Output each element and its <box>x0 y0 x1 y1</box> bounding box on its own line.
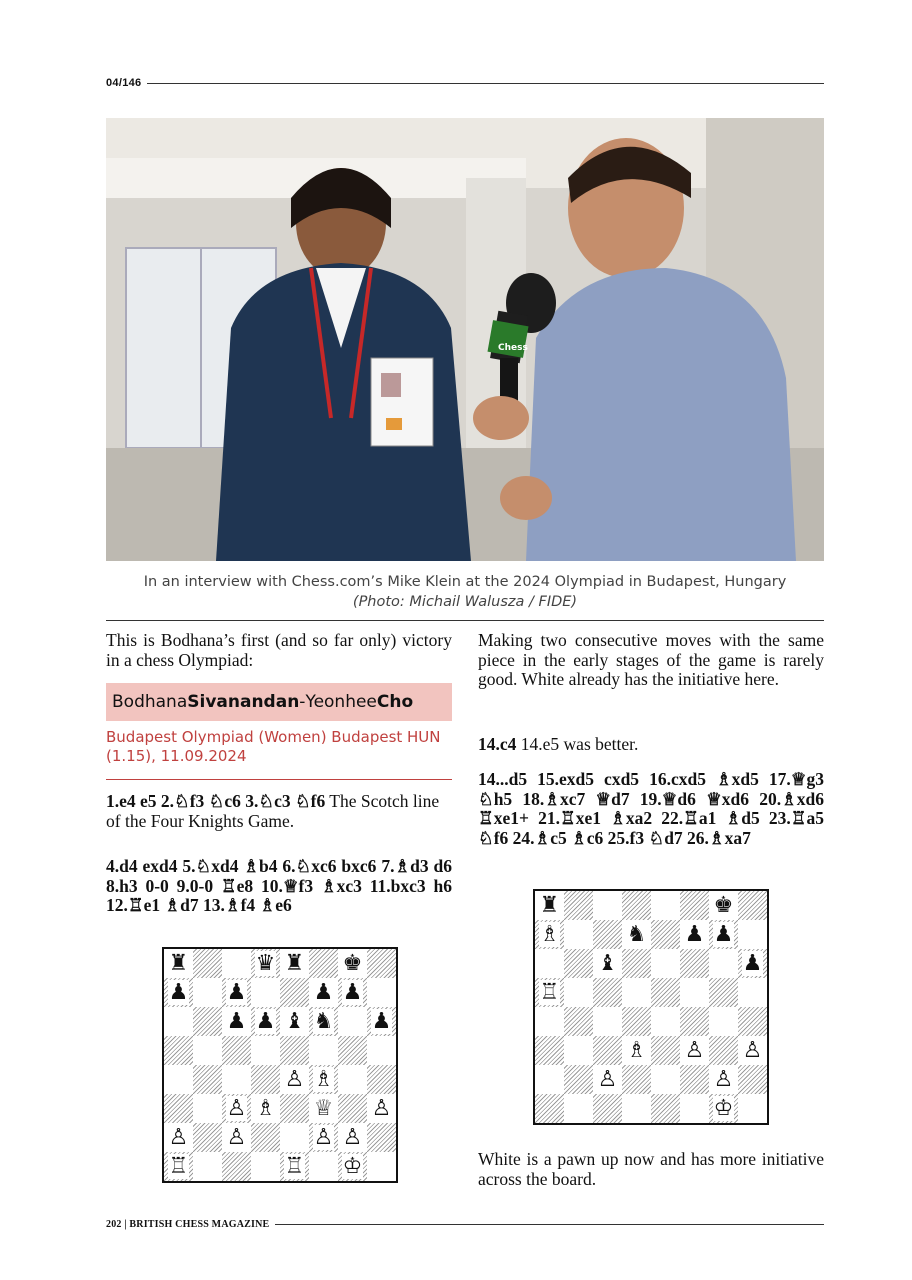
move-14: 14.c4 <box>478 734 517 754</box>
moves-14-26: 14...d5 15.exd5 cxd5 16.cxd5 ♗xd5 17.♕g3 ♘h5 18.♗xc7 ♕d7 19.♕d6 ♕xd6 20.♗xd6 ♖xe1+ 21.♖xe1 ♗xa2 22.♖a1 ♗d5 23.♖a5 ♘f6 24.♗c5 ♗c6 25.f3 ♘d7 26.♗xa7 <box>478 769 824 848</box>
black-king-g8 <box>709 891 738 920</box>
event-info: Budapest Olympiad (Women) Budapest HUN (1.15), 11.09.2024 <box>106 728 441 765</box>
black-queen-d8 <box>251 949 280 978</box>
square-g4 <box>338 1065 367 1094</box>
square-b2 <box>193 1123 222 1152</box>
moves-block-1 <box>106 792 452 831</box>
chess-piece-icon: ♚ <box>713 893 734 918</box>
square-b1 <box>564 1094 593 1123</box>
black-knight-f6 <box>309 1007 338 1036</box>
chess-piece-icon: ♙ <box>313 1125 334 1150</box>
chess-piece-icon: ♟ <box>226 1009 247 1034</box>
square-b6 <box>193 1007 222 1036</box>
white-pawn-e4 <box>280 1065 309 1094</box>
square-d1 <box>251 1152 280 1181</box>
square-b8 <box>193 949 222 978</box>
chess-piece-icon: ♝ <box>597 951 618 976</box>
square-e6 <box>651 949 680 978</box>
white-pawn-g2 <box>338 1123 367 1152</box>
square-h1 <box>367 1152 396 1181</box>
white-king-g1 <box>709 1094 738 1123</box>
square-h7 <box>738 920 767 949</box>
square-g3 <box>709 1036 738 1065</box>
square-a3 <box>535 1036 564 1065</box>
square-h2 <box>367 1123 396 1152</box>
chess-piece-icon: ♗ <box>255 1096 276 1121</box>
chess-piece-icon: ♟ <box>684 922 705 947</box>
square-b1 <box>193 1152 222 1181</box>
square-f6 <box>680 949 709 978</box>
conclusion-paragraph <box>478 1150 824 1189</box>
square-e2 <box>651 1065 680 1094</box>
black-pawn-h6 <box>738 949 767 978</box>
black-player-first: Yeonhee <box>305 692 377 712</box>
chess-piece-icon: ♙ <box>226 1125 247 1150</box>
square-d4 <box>251 1065 280 1094</box>
square-c8 <box>593 891 622 920</box>
chess-piece-icon: ♖ <box>168 1154 189 1179</box>
photo-credit: (Photo: Michail Walusza / FIDE) <box>352 594 578 610</box>
square-e5 <box>280 1036 309 1065</box>
chess-piece-icon: ♖ <box>284 1154 305 1179</box>
square-b8 <box>564 891 593 920</box>
square-b3 <box>193 1094 222 1123</box>
square-b2 <box>564 1065 593 1094</box>
square-b3 <box>564 1036 593 1065</box>
square-e3 <box>651 1036 680 1065</box>
chess-diagram-1 <box>162 947 398 1183</box>
white-bishop-d3 <box>622 1036 651 1065</box>
square-c4 <box>222 1065 251 1094</box>
square-c5 <box>222 1036 251 1065</box>
intro-paragraph <box>106 631 452 670</box>
chess-piece-icon: ♖ <box>539 980 560 1005</box>
white-rook-e1 <box>280 1152 309 1181</box>
black-rook-a8 <box>164 949 193 978</box>
chess-piece-icon: ♕ <box>313 1096 334 1121</box>
square-h8 <box>367 949 396 978</box>
white-pawn-g2 <box>709 1065 738 1094</box>
move-14-note: 14.e5 was better. <box>516 734 639 754</box>
black-pawn-c7 <box>222 978 251 1007</box>
footer-rule <box>275 1224 824 1225</box>
chess-piece-icon: ♔ <box>713 1096 734 1121</box>
chess-piece-icon: ♟ <box>371 1009 392 1034</box>
square-e2 <box>280 1123 309 1152</box>
square-c8 <box>222 949 251 978</box>
chess-piece-icon: ♙ <box>597 1067 618 1092</box>
square-e4 <box>651 1007 680 1036</box>
square-g6 <box>338 1007 367 1036</box>
commentary-paragraph <box>478 631 824 690</box>
square-c5 <box>593 978 622 1007</box>
white-pawn-a2 <box>164 1123 193 1152</box>
black-bishop-c6 <box>593 949 622 978</box>
intro-text: This is Bodhana’s first (and so far only) victory in a chess Olympiad: <box>106 630 452 670</box>
moves-4-13: 4.d4 exd4 5.♘xd4 ♗b4 6.♘xc6 bxc6 7.♗d3 d6 8.h3 0-0 9.0-0 ♖e8 10.♕f3 ♗xc3 11.bxc3 h6 12.♖e1 ♗d7 13.♗f4 ♗e6 <box>106 856 452 915</box>
black-pawn-h6 <box>367 1007 396 1036</box>
black-king-g8 <box>338 949 367 978</box>
commentary-text: Making two consecutive moves with the same piece in the early stages of the game is rarely good. White already has the initiative here. <box>478 630 824 689</box>
square-h7 <box>367 978 396 1007</box>
white-rook-a1 <box>164 1152 193 1181</box>
interview-photo-illustration <box>106 118 824 561</box>
square-h4 <box>738 1007 767 1036</box>
square-h5 <box>738 978 767 1007</box>
players-separator: - <box>299 692 306 712</box>
chess-piece-icon: ♙ <box>684 1038 705 1063</box>
square-g3 <box>338 1094 367 1123</box>
square-b5 <box>564 978 593 1007</box>
moves-block-3 <box>478 770 824 848</box>
moves-1-note: The Scotch line of the Four Knights Game. <box>106 791 440 831</box>
black-pawn-f7 <box>309 978 338 1007</box>
chess-piece-icon: ♜ <box>284 951 305 976</box>
square-f4 <box>680 1007 709 1036</box>
square-d5 <box>622 978 651 1007</box>
square-f5 <box>309 1036 338 1065</box>
chess-piece-icon: ♜ <box>168 951 189 976</box>
square-h8 <box>738 891 767 920</box>
chess-piece-icon: ♟ <box>255 1009 276 1034</box>
white-pawn-f3 <box>680 1036 709 1065</box>
conclusion-text: White is a pawn up now and has more initiative across the board. <box>478 1149 824 1189</box>
square-e1 <box>651 1094 680 1123</box>
square-h4 <box>367 1065 396 1094</box>
square-f1 <box>680 1094 709 1123</box>
square-e7 <box>651 920 680 949</box>
chess-piece-icon: ♟ <box>713 922 734 947</box>
chess-piece-icon: ♟ <box>168 980 189 1005</box>
game-header <box>106 683 452 721</box>
square-f5 <box>680 978 709 1007</box>
chess-piece-icon: ♙ <box>284 1067 305 1092</box>
square-d2 <box>622 1065 651 1094</box>
moves-block-2 <box>106 857 452 916</box>
move-14-block <box>478 735 824 755</box>
square-a6 <box>535 949 564 978</box>
white-rook-a5 <box>535 978 564 1007</box>
square-h1 <box>738 1094 767 1123</box>
white-player-last: Sivanandan <box>187 692 300 712</box>
chess-diagram-2 <box>533 889 769 1125</box>
caption-text: In an interview with Chess.com’s Mike Klein at the 2024 Olympiad in Budapest, Hungary <box>143 574 787 590</box>
white-player-first: Bodhana <box>112 692 188 712</box>
chess-piece-icon: ♙ <box>371 1096 392 1121</box>
white-bishop-a7 <box>535 920 564 949</box>
square-a1 <box>535 1094 564 1123</box>
chess-piece-icon: ♚ <box>342 951 363 976</box>
chess-piece-icon: ♟ <box>226 980 247 1005</box>
header-rule <box>147 83 824 84</box>
black-player-last: Cho <box>376 692 414 712</box>
square-h5 <box>367 1036 396 1065</box>
square-f2 <box>680 1065 709 1094</box>
moves-1-3: 1.e4 e5 2.♘f3 ♘c6 3.♘c3 ♘f6 <box>106 791 326 811</box>
white-bishop-d3 <box>251 1094 280 1123</box>
square-f8 <box>680 891 709 920</box>
square-d6 <box>622 949 651 978</box>
chess-piece-icon: ♙ <box>742 1038 763 1063</box>
chess-piece-icon: ♟ <box>742 951 763 976</box>
square-d2 <box>251 1123 280 1152</box>
square-e3 <box>280 1094 309 1123</box>
black-knight-d7 <box>622 920 651 949</box>
square-c1 <box>222 1152 251 1181</box>
white-pawn-f2 <box>309 1123 338 1152</box>
mic-logo-text: Chess <box>498 343 528 353</box>
chess-piece-icon: ♝ <box>284 1009 305 1034</box>
caption-rule <box>106 620 824 621</box>
chess-piece-icon: ♗ <box>539 922 560 947</box>
black-pawn-g7 <box>709 920 738 949</box>
chess-piece-icon: ♗ <box>626 1038 647 1063</box>
chess-piece-icon: ♙ <box>713 1067 734 1092</box>
square-c1 <box>593 1094 622 1123</box>
white-pawn-h3 <box>738 1036 767 1065</box>
square-d8 <box>622 891 651 920</box>
square-d4 <box>622 1007 651 1036</box>
chess-piece-icon: ♞ <box>626 922 647 947</box>
square-d1 <box>622 1094 651 1123</box>
square-e8 <box>651 891 680 920</box>
square-a5 <box>164 1036 193 1065</box>
square-a6 <box>164 1007 193 1036</box>
black-rook-a8 <box>535 891 564 920</box>
square-a3 <box>164 1094 193 1123</box>
square-a2 <box>535 1065 564 1094</box>
square-a4 <box>535 1007 564 1036</box>
square-b6 <box>564 949 593 978</box>
footer-text: 202 | BRITISH CHESS MAGAZINE <box>106 1218 270 1230</box>
square-a4 <box>164 1065 193 1094</box>
white-pawn-c3 <box>222 1094 251 1123</box>
square-h2 <box>738 1065 767 1094</box>
square-g6 <box>709 949 738 978</box>
chess-piece-icon: ♔ <box>342 1154 363 1179</box>
square-d7 <box>251 978 280 1007</box>
square-b5 <box>193 1036 222 1065</box>
page-footer <box>106 1217 824 1231</box>
black-pawn-a7 <box>164 978 193 1007</box>
square-c7 <box>593 920 622 949</box>
black-bishop-e6 <box>280 1007 309 1036</box>
chess-piece-icon: ♗ <box>313 1067 334 1092</box>
chess-piece-icon: ♙ <box>226 1096 247 1121</box>
chess-piece-icon: ♜ <box>539 893 560 918</box>
white-king-g1 <box>338 1152 367 1181</box>
white-pawn-h3 <box>367 1094 396 1123</box>
white-pawn-c2 <box>593 1065 622 1094</box>
black-pawn-g7 <box>338 978 367 1007</box>
square-g5 <box>709 978 738 1007</box>
black-rook-e8 <box>280 949 309 978</box>
white-pawn-c2 <box>222 1123 251 1152</box>
black-pawn-c6 <box>222 1007 251 1036</box>
square-e7 <box>280 978 309 1007</box>
black-pawn-d6 <box>251 1007 280 1036</box>
square-e5 <box>651 978 680 1007</box>
square-b4 <box>193 1065 222 1094</box>
square-c4 <box>593 1007 622 1036</box>
chess-piece-icon: ♙ <box>342 1125 363 1150</box>
white-bishop-f4 <box>309 1065 338 1094</box>
white-queen-f3 <box>309 1094 338 1123</box>
square-d5 <box>251 1036 280 1065</box>
square-b7 <box>193 978 222 1007</box>
interview-photo <box>106 118 824 561</box>
event-rule <box>106 779 452 780</box>
page-indicator: 04/146 <box>106 77 142 89</box>
photo-caption <box>106 572 824 612</box>
square-g5 <box>338 1036 367 1065</box>
square-f1 <box>309 1152 338 1181</box>
square-b4 <box>564 1007 593 1036</box>
chess-piece-icon: ♞ <box>313 1009 334 1034</box>
square-g4 <box>709 1007 738 1036</box>
chess-piece-icon: ♛ <box>255 951 276 976</box>
square-c3 <box>593 1036 622 1065</box>
square-b7 <box>564 920 593 949</box>
chess-piece-icon: ♟ <box>342 980 363 1005</box>
chess-piece-icon: ♟ <box>313 980 334 1005</box>
black-pawn-f7 <box>680 920 709 949</box>
page-header <box>106 74 824 92</box>
chess-piece-icon: ♙ <box>168 1125 189 1150</box>
square-f8 <box>309 949 338 978</box>
